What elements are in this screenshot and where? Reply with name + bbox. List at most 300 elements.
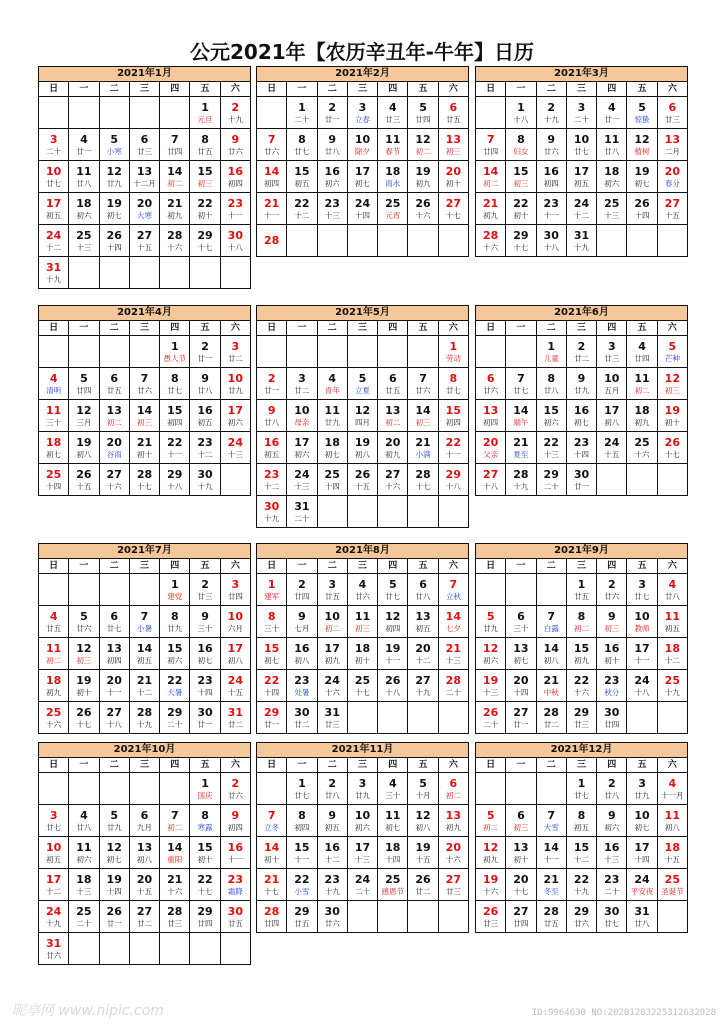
day-cell[interactable]	[130, 129, 160, 160]
day-cell[interactable]	[100, 670, 130, 701]
day-cell[interactable]	[378, 606, 408, 637]
day-cell[interactable]	[348, 193, 378, 224]
day-cell[interactable]	[287, 638, 317, 669]
day-cell[interactable]	[221, 670, 250, 701]
day-cell[interactable]	[160, 400, 190, 431]
day-cell[interactable]	[658, 368, 687, 399]
day-cell[interactable]	[69, 464, 99, 495]
day-cell[interactable]	[439, 638, 468, 669]
day-cell[interactable]	[506, 368, 536, 399]
day-cell[interactable]	[506, 805, 536, 836]
day-cell[interactable]	[567, 432, 597, 463]
day-cell[interactable]	[190, 225, 220, 256]
day-cell[interactable]	[627, 193, 657, 224]
day-cell[interactable]	[160, 837, 190, 868]
day-cell[interactable]	[537, 432, 567, 463]
day-cell[interactable]	[408, 464, 438, 495]
day-cell[interactable]	[567, 574, 597, 605]
day-cell[interactable]	[658, 638, 687, 669]
day-cell[interactable]	[567, 638, 597, 669]
day-cell[interactable]	[318, 129, 348, 160]
day-cell[interactable]	[221, 432, 250, 463]
day-cell[interactable]	[658, 805, 687, 836]
day-cell[interactable]	[287, 574, 317, 605]
day-cell[interactable]	[160, 161, 190, 192]
day-cell[interactable]	[69, 193, 99, 224]
day-cell[interactable]	[658, 129, 687, 160]
day-cell[interactable]	[658, 161, 687, 192]
day-cell[interactable]	[506, 464, 536, 495]
day-cell[interactable]	[160, 805, 190, 836]
day-cell[interactable]	[439, 805, 468, 836]
day-cell[interactable]	[506, 97, 536, 128]
day-cell[interactable]	[130, 161, 160, 192]
day-cell[interactable]	[378, 368, 408, 399]
day-cell[interactable]	[190, 702, 220, 733]
day-cell[interactable]	[627, 574, 657, 605]
day-cell[interactable]	[537, 606, 567, 637]
day-cell[interactable]	[408, 400, 438, 431]
day-cell[interactable]	[257, 574, 287, 605]
day-cell[interactable]	[408, 368, 438, 399]
day-cell[interactable]	[439, 869, 468, 900]
day-cell[interactable]	[506, 869, 536, 900]
day-cell[interactable]	[257, 193, 287, 224]
day-cell[interactable]	[378, 773, 408, 804]
day-cell[interactable]	[506, 837, 536, 868]
day-cell[interactable]	[39, 702, 69, 733]
day-cell[interactable]	[221, 702, 250, 733]
day-cell[interactable]	[658, 869, 687, 900]
day-cell[interactable]	[439, 97, 468, 128]
day-cell[interactable]	[130, 606, 160, 637]
day-cell[interactable]	[130, 805, 160, 836]
day-cell[interactable]	[567, 193, 597, 224]
day-cell[interactable]	[221, 773, 250, 804]
day-cell[interactable]	[69, 432, 99, 463]
day-cell[interactable]	[160, 638, 190, 669]
day-cell[interactable]	[476, 670, 506, 701]
day-cell[interactable]	[658, 97, 687, 128]
day-cell[interactable]	[287, 97, 317, 128]
day-cell[interactable]	[537, 638, 567, 669]
day-cell[interactable]	[658, 670, 687, 701]
day-cell[interactable]	[318, 837, 348, 868]
day-cell[interactable]	[287, 496, 317, 527]
day-cell[interactable]	[318, 574, 348, 605]
day-cell[interactable]	[378, 869, 408, 900]
day-cell[interactable]	[100, 225, 130, 256]
day-cell[interactable]	[318, 368, 348, 399]
day-cell[interactable]	[567, 464, 597, 495]
day-cell[interactable]	[476, 129, 506, 160]
day-cell[interactable]	[506, 193, 536, 224]
day-cell[interactable]	[476, 161, 506, 192]
day-cell[interactable]	[348, 464, 378, 495]
day-cell[interactable]	[537, 869, 567, 900]
day-cell[interactable]	[130, 702, 160, 733]
day-cell[interactable]	[567, 837, 597, 868]
day-cell[interactable]	[597, 129, 627, 160]
day-cell[interactable]	[287, 368, 317, 399]
day-cell[interactable]	[567, 901, 597, 932]
day-cell[interactable]	[567, 368, 597, 399]
day-cell[interactable]	[160, 869, 190, 900]
day-cell[interactable]	[567, 670, 597, 701]
day-cell[interactable]	[190, 400, 220, 431]
day-cell[interactable]	[100, 805, 130, 836]
day-cell[interactable]	[476, 464, 506, 495]
day-cell[interactable]	[567, 129, 597, 160]
day-cell[interactable]	[408, 161, 438, 192]
day-cell[interactable]	[476, 702, 506, 733]
day-cell[interactable]	[378, 432, 408, 463]
day-cell[interactable]	[627, 837, 657, 868]
day-cell[interactable]	[597, 638, 627, 669]
day-cell[interactable]	[439, 161, 468, 192]
day-cell[interactable]	[39, 129, 69, 160]
day-cell[interactable]	[506, 606, 536, 637]
day-cell[interactable]	[439, 432, 468, 463]
day-cell[interactable]	[408, 670, 438, 701]
day-cell[interactable]	[476, 193, 506, 224]
day-cell[interactable]	[190, 161, 220, 192]
day-cell[interactable]	[378, 805, 408, 836]
day-cell[interactable]	[69, 702, 99, 733]
day-cell[interactable]	[160, 464, 190, 495]
day-cell[interactable]	[439, 193, 468, 224]
day-cell[interactable]	[221, 805, 250, 836]
day-cell[interactable]	[506, 400, 536, 431]
day-cell[interactable]	[190, 606, 220, 637]
day-cell[interactable]	[221, 368, 250, 399]
day-cell[interactable]	[257, 368, 287, 399]
day-cell[interactable]	[130, 193, 160, 224]
day-cell[interactable]	[378, 574, 408, 605]
day-cell[interactable]	[318, 97, 348, 128]
day-cell[interactable]	[627, 400, 657, 431]
day-cell[interactable]	[221, 901, 250, 932]
day-cell[interactable]	[190, 432, 220, 463]
day-cell[interactable]	[190, 901, 220, 932]
day-cell[interactable]	[537, 837, 567, 868]
day-cell[interactable]	[257, 225, 287, 256]
day-cell[interactable]	[39, 368, 69, 399]
day-cell[interactable]	[100, 400, 130, 431]
day-cell[interactable]	[257, 161, 287, 192]
day-cell[interactable]	[190, 368, 220, 399]
day-cell[interactable]	[378, 193, 408, 224]
day-cell[interactable]	[221, 225, 250, 256]
day-cell[interactable]	[287, 805, 317, 836]
day-cell[interactable]	[160, 129, 190, 160]
day-cell[interactable]	[567, 869, 597, 900]
day-cell[interactable]	[287, 129, 317, 160]
day-cell[interactable]	[39, 257, 69, 288]
day-cell[interactable]	[506, 432, 536, 463]
day-cell[interactable]	[537, 336, 567, 367]
day-cell[interactable]	[476, 225, 506, 256]
day-cell[interactable]	[627, 670, 657, 701]
day-cell[interactable]	[506, 129, 536, 160]
day-cell[interactable]	[348, 97, 378, 128]
day-cell[interactable]	[537, 129, 567, 160]
day-cell[interactable]	[567, 225, 597, 256]
day-cell[interactable]	[39, 837, 69, 868]
day-cell[interactable]	[100, 368, 130, 399]
day-cell[interactable]	[257, 837, 287, 868]
day-cell[interactable]	[408, 869, 438, 900]
day-cell[interactable]	[100, 193, 130, 224]
day-cell[interactable]	[160, 574, 190, 605]
day-cell[interactable]	[221, 869, 250, 900]
day-cell[interactable]	[69, 161, 99, 192]
day-cell[interactable]	[378, 464, 408, 495]
day-cell[interactable]	[39, 400, 69, 431]
day-cell[interactable]	[506, 161, 536, 192]
day-cell[interactable]	[567, 400, 597, 431]
day-cell[interactable]	[506, 670, 536, 701]
day-cell[interactable]	[160, 606, 190, 637]
day-cell[interactable]	[39, 805, 69, 836]
day-cell[interactable]	[130, 368, 160, 399]
day-cell[interactable]	[39, 638, 69, 669]
day-cell[interactable]	[627, 606, 657, 637]
day-cell[interactable]	[160, 702, 190, 733]
day-cell[interactable]	[597, 161, 627, 192]
day-cell[interactable]	[537, 225, 567, 256]
day-cell[interactable]	[537, 805, 567, 836]
day-cell[interactable]	[567, 161, 597, 192]
day-cell[interactable]	[130, 638, 160, 669]
day-cell[interactable]	[378, 638, 408, 669]
day-cell[interactable]	[221, 161, 250, 192]
day-cell[interactable]	[348, 869, 378, 900]
day-cell[interactable]	[408, 773, 438, 804]
day-cell[interactable]	[439, 773, 468, 804]
day-cell[interactable]	[69, 901, 99, 932]
day-cell[interactable]	[627, 773, 657, 804]
day-cell[interactable]	[257, 129, 287, 160]
day-cell[interactable]	[506, 702, 536, 733]
day-cell[interactable]	[190, 773, 220, 804]
day-cell[interactable]	[130, 837, 160, 868]
day-cell[interactable]	[567, 805, 597, 836]
day-cell[interactable]	[287, 837, 317, 868]
day-cell[interactable]	[378, 97, 408, 128]
day-cell[interactable]	[130, 901, 160, 932]
day-cell[interactable]	[221, 193, 250, 224]
day-cell[interactable]	[100, 837, 130, 868]
day-cell[interactable]	[190, 464, 220, 495]
day-cell[interactable]	[318, 702, 348, 733]
day-cell[interactable]	[439, 400, 468, 431]
day-cell[interactable]	[287, 193, 317, 224]
day-cell[interactable]	[348, 837, 378, 868]
day-cell[interactable]	[190, 336, 220, 367]
day-cell[interactable]	[100, 901, 130, 932]
day-cell[interactable]	[627, 161, 657, 192]
day-cell[interactable]	[627, 432, 657, 463]
day-cell[interactable]	[221, 129, 250, 160]
day-cell[interactable]	[318, 901, 348, 932]
day-cell[interactable]	[597, 670, 627, 701]
day-cell[interactable]	[378, 129, 408, 160]
day-cell[interactable]	[597, 901, 627, 932]
day-cell[interactable]	[221, 97, 250, 128]
day-cell[interactable]	[100, 129, 130, 160]
day-cell[interactable]	[287, 464, 317, 495]
day-cell[interactable]	[408, 432, 438, 463]
day-cell[interactable]	[257, 805, 287, 836]
day-cell[interactable]	[130, 869, 160, 900]
day-cell[interactable]	[408, 129, 438, 160]
day-cell[interactable]	[627, 901, 657, 932]
day-cell[interactable]	[378, 400, 408, 431]
day-cell[interactable]	[567, 606, 597, 637]
day-cell[interactable]	[130, 432, 160, 463]
day-cell[interactable]	[476, 638, 506, 669]
day-cell[interactable]	[408, 805, 438, 836]
day-cell[interactable]	[408, 638, 438, 669]
day-cell[interactable]	[506, 225, 536, 256]
day-cell[interactable]	[506, 901, 536, 932]
day-cell[interactable]	[100, 702, 130, 733]
day-cell[interactable]	[658, 606, 687, 637]
day-cell[interactable]	[567, 97, 597, 128]
day-cell[interactable]	[69, 805, 99, 836]
day-cell[interactable]	[287, 869, 317, 900]
day-cell[interactable]	[597, 773, 627, 804]
day-cell[interactable]	[100, 464, 130, 495]
day-cell[interactable]	[100, 638, 130, 669]
day-cell[interactable]	[257, 606, 287, 637]
day-cell[interactable]	[287, 161, 317, 192]
day-cell[interactable]	[348, 368, 378, 399]
day-cell[interactable]	[287, 773, 317, 804]
day-cell[interactable]	[257, 400, 287, 431]
day-cell[interactable]	[130, 225, 160, 256]
day-cell[interactable]	[160, 670, 190, 701]
day-cell[interactable]	[627, 129, 657, 160]
day-cell[interactable]	[318, 193, 348, 224]
day-cell[interactable]	[408, 574, 438, 605]
day-cell[interactable]	[537, 670, 567, 701]
day-cell[interactable]	[476, 837, 506, 868]
day-cell[interactable]	[160, 432, 190, 463]
day-cell[interactable]	[627, 368, 657, 399]
day-cell[interactable]	[190, 129, 220, 160]
day-cell[interactable]	[597, 432, 627, 463]
day-cell[interactable]	[318, 773, 348, 804]
day-cell[interactable]	[160, 336, 190, 367]
day-cell[interactable]	[439, 670, 468, 701]
day-cell[interactable]	[537, 702, 567, 733]
day-cell[interactable]	[439, 368, 468, 399]
day-cell[interactable]	[69, 837, 99, 868]
day-cell[interactable]	[658, 574, 687, 605]
day-cell[interactable]	[69, 400, 99, 431]
day-cell[interactable]	[476, 869, 506, 900]
day-cell[interactable]	[257, 464, 287, 495]
day-cell[interactable]	[439, 837, 468, 868]
day-cell[interactable]	[658, 432, 687, 463]
day-cell[interactable]	[476, 901, 506, 932]
day-cell[interactable]	[39, 193, 69, 224]
day-cell[interactable]	[408, 606, 438, 637]
day-cell[interactable]	[160, 368, 190, 399]
day-cell[interactable]	[408, 193, 438, 224]
day-cell[interactable]	[537, 464, 567, 495]
day-cell[interactable]	[190, 837, 220, 868]
day-cell[interactable]	[221, 606, 250, 637]
day-cell[interactable]	[408, 837, 438, 868]
day-cell[interactable]	[658, 400, 687, 431]
day-cell[interactable]	[318, 606, 348, 637]
day-cell[interactable]	[348, 574, 378, 605]
day-cell[interactable]	[287, 400, 317, 431]
day-cell[interactable]	[348, 606, 378, 637]
day-cell[interactable]	[160, 225, 190, 256]
day-cell[interactable]	[100, 606, 130, 637]
day-cell[interactable]	[348, 670, 378, 701]
day-cell[interactable]	[257, 638, 287, 669]
day-cell[interactable]	[100, 869, 130, 900]
day-cell[interactable]	[69, 368, 99, 399]
day-cell[interactable]	[130, 400, 160, 431]
day-cell[interactable]	[318, 464, 348, 495]
day-cell[interactable]	[378, 837, 408, 868]
day-cell[interactable]	[348, 129, 378, 160]
day-cell[interactable]	[318, 638, 348, 669]
day-cell[interactable]	[348, 638, 378, 669]
day-cell[interactable]	[257, 702, 287, 733]
day-cell[interactable]	[348, 400, 378, 431]
day-cell[interactable]	[597, 193, 627, 224]
day-cell[interactable]	[39, 432, 69, 463]
day-cell[interactable]	[658, 773, 687, 804]
day-cell[interactable]	[39, 161, 69, 192]
day-cell[interactable]	[287, 432, 317, 463]
day-cell[interactable]	[190, 574, 220, 605]
day-cell[interactable]	[190, 97, 220, 128]
day-cell[interactable]	[567, 336, 597, 367]
day-cell[interactable]	[597, 837, 627, 868]
day-cell[interactable]	[39, 869, 69, 900]
day-cell[interactable]	[69, 670, 99, 701]
day-cell[interactable]	[190, 805, 220, 836]
day-cell[interactable]	[348, 773, 378, 804]
day-cell[interactable]	[69, 869, 99, 900]
day-cell[interactable]	[658, 336, 687, 367]
day-cell[interactable]	[130, 464, 160, 495]
day-cell[interactable]	[190, 670, 220, 701]
day-cell[interactable]	[69, 606, 99, 637]
day-cell[interactable]	[69, 225, 99, 256]
day-cell[interactable]	[597, 400, 627, 431]
day-cell[interactable]	[378, 670, 408, 701]
day-cell[interactable]	[597, 336, 627, 367]
day-cell[interactable]	[221, 336, 250, 367]
day-cell[interactable]	[69, 129, 99, 160]
day-cell[interactable]	[160, 901, 190, 932]
day-cell[interactable]	[257, 496, 287, 527]
day-cell[interactable]	[69, 638, 99, 669]
day-cell[interactable]	[190, 193, 220, 224]
day-cell[interactable]	[287, 702, 317, 733]
day-cell[interactable]	[597, 574, 627, 605]
day-cell[interactable]	[627, 869, 657, 900]
